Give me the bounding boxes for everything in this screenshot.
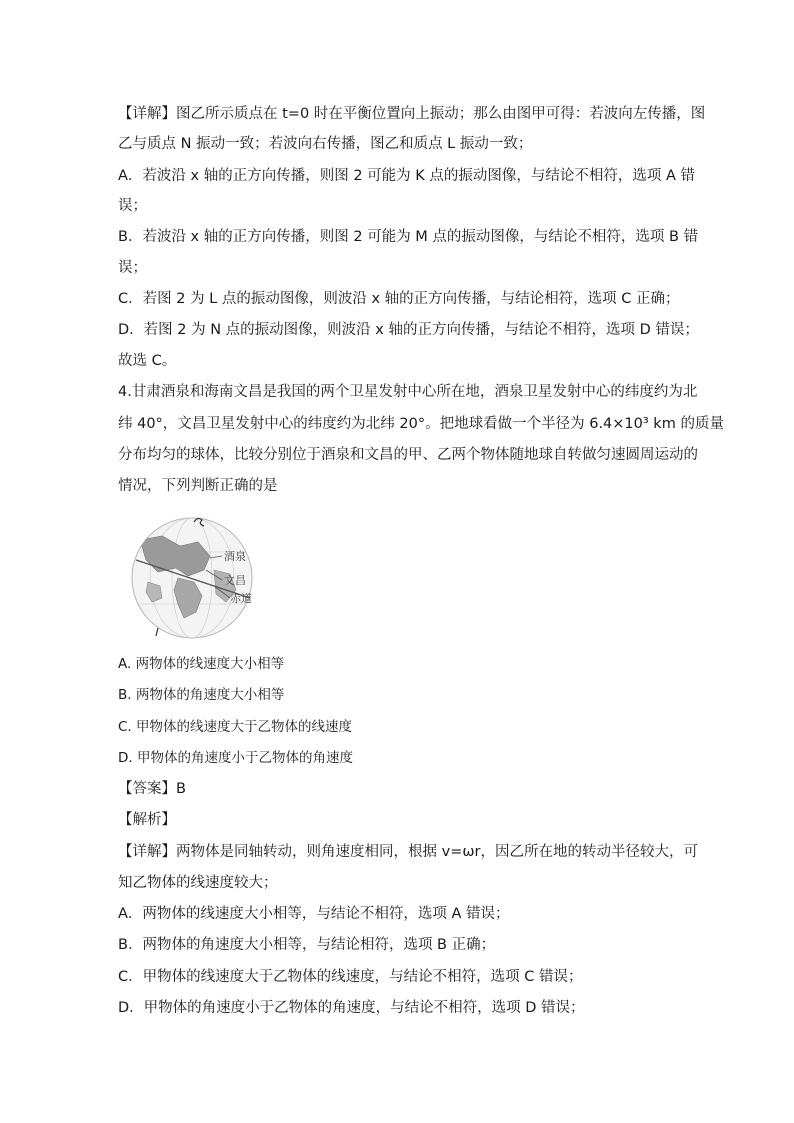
explanation-d: D．甲物体的角速度小于乙物体的角速度，与结论不相符，选项 D 错误； (118, 1000, 585, 1016)
option-d: D. 甲物体的角速度小于乙物体的角速度 (118, 750, 353, 766)
question-4-line-4: 情况，下列判断正确的是 (118, 478, 278, 494)
option-b: B. 两物体的角速度大小相等 (118, 687, 285, 703)
question-4-line-1: 4.甘肃酒泉和海南文昌是我国的两个卫星发射中心所在地，酒泉卫星发射中心的纬度约为北 (118, 384, 698, 400)
option-c: C. 甲物体的线速度大于乙物体的线速度 (118, 719, 353, 735)
prev-option-a-line-1: A．若波沿 x 轴的正方向传播，则图 2 可能为 K 点的振动图像，与结论不相符，选项 A 错 (118, 168, 696, 184)
question-4-line-2: 纬 40°，文昌卫星发射中心的纬度约为北纬 20°。把地球看做一个半径为 6.4×10³ km 的质量 (118, 416, 724, 432)
explanation-c: C．甲物体的线速度大于乙物体的线速度，与结论不相符，选项 C 错误； (118, 969, 583, 985)
option-a: A. 两物体的线速度大小相等 (118, 656, 285, 672)
prev-option-b-line-2: 误； (118, 260, 147, 276)
explanation-b: B．两物体的角速度大小相等，与结论相符，选项 B 正确； (118, 937, 496, 953)
prev-option-d: D．若图 2 为 N 点的振动图像，则波沿 x 轴的正方向传播，与结论不相符，选项 D 错误； (118, 322, 699, 338)
label-wenchang: 文昌 (224, 574, 246, 587)
answer: 【答案】B (118, 781, 186, 797)
prev-option-b-line-1: B．若波沿 x 轴的正方向传播，则图 2 可能为 M 点的振动图像，与结论不相符，选项 B 错 (118, 229, 699, 245)
prev-option-c: C．若图 2 为 L 点的振动图像，则波沿 x 轴的正方向传播，与结论相符，选项 C 正确； (118, 291, 680, 307)
prev-option-a-line-2: 误； (118, 198, 147, 214)
detail-line-1: 【详解】两物体是同轴转动，则角速度相同，根据 v=ωr，因乙所在地的转动半径较大，可 (118, 844, 698, 860)
explanation-a: A．两物体的线速度大小相等，与结论不相符，选项 A 错误； (118, 906, 510, 922)
label-equator: 赤道 (230, 592, 252, 605)
earth-globe-illustration (118, 512, 278, 640)
question-4-line-3: 分布均匀的球体，比较分别位于酒泉和文昌的甲、乙两个物体随地球自转做匀速圆周运动的 (118, 447, 698, 463)
label-jiuquan: 酒泉 (224, 550, 246, 563)
analysis-heading: 【解析】 (118, 812, 176, 828)
prev-conclusion: 故选 C。 (118, 353, 177, 369)
detail-line-2: 知乙物体的线速度较大； (118, 875, 278, 891)
earth-figure (118, 512, 278, 640)
prev-detail-line-2: 乙与质点 N 振动一致；若波向右传播，图乙和质点 L 振动一致； (118, 136, 533, 152)
prev-detail-line-1: 【详解】图乙所示质点在 t=0 时在平衡位置向上振动；那么由图甲可得：若波向左传播，图 (118, 106, 706, 122)
